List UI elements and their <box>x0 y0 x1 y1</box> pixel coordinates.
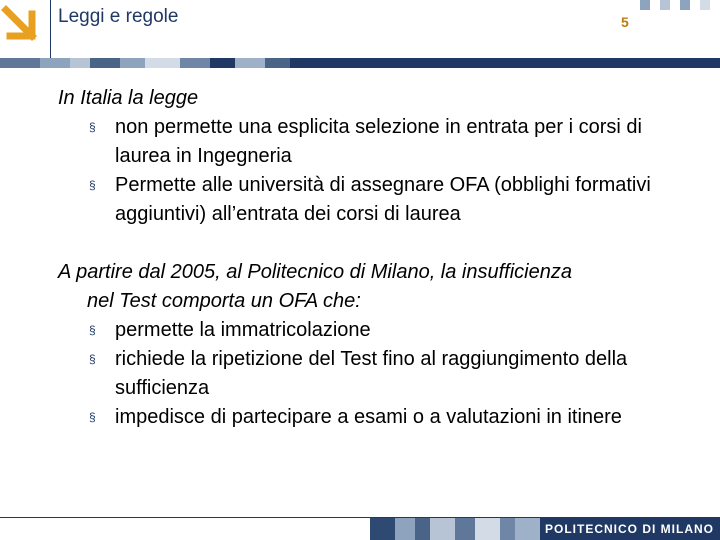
header-divider <box>50 0 51 58</box>
slide-number: 5 <box>621 14 629 30</box>
bullet-item: § Permette alle università di assegnare OFA (obblighi formativi aggiuntivi) all’entrata dei corsi di laurea <box>86 171 698 229</box>
section-1-bullets <box>58 113 698 229</box>
bullet-icon: § <box>89 352 96 366</box>
bullet-item: § impedisce di partecipare a esami o a valutazioni in itinere <box>86 403 698 432</box>
bullet-icon: § <box>89 120 96 134</box>
bullet-item: § richiede la ripetizione del Test fino al raggiungimento della sufficienza <box>86 345 698 403</box>
slide-title: Leggi e regole <box>58 6 179 27</box>
footer-institution-name: POLITECNICO DI MILANO <box>545 522 714 536</box>
section-1-lead: In Italia la legge <box>58 87 199 109</box>
decorative-squares <box>640 0 720 10</box>
bullet-item: § permette la immatricolazione <box>86 316 698 345</box>
bullet-icon: § <box>89 410 96 424</box>
slide-body <box>58 84 698 432</box>
header-bar <box>0 58 720 68</box>
bullet-item: § non permette una esplicita selezione in entrata per i corsi di laurea in Ingegneria <box>86 113 698 171</box>
section-2-bullets <box>58 316 698 432</box>
bullet-icon: § <box>89 323 96 337</box>
section-2-lead: A partire dal 2005, al Politecnico di Milano, la insufficienza nel Test comporta un OFA che: <box>58 261 572 312</box>
bullet-icon: § <box>89 178 96 192</box>
politecnico-arrow-logo-icon <box>0 0 50 50</box>
